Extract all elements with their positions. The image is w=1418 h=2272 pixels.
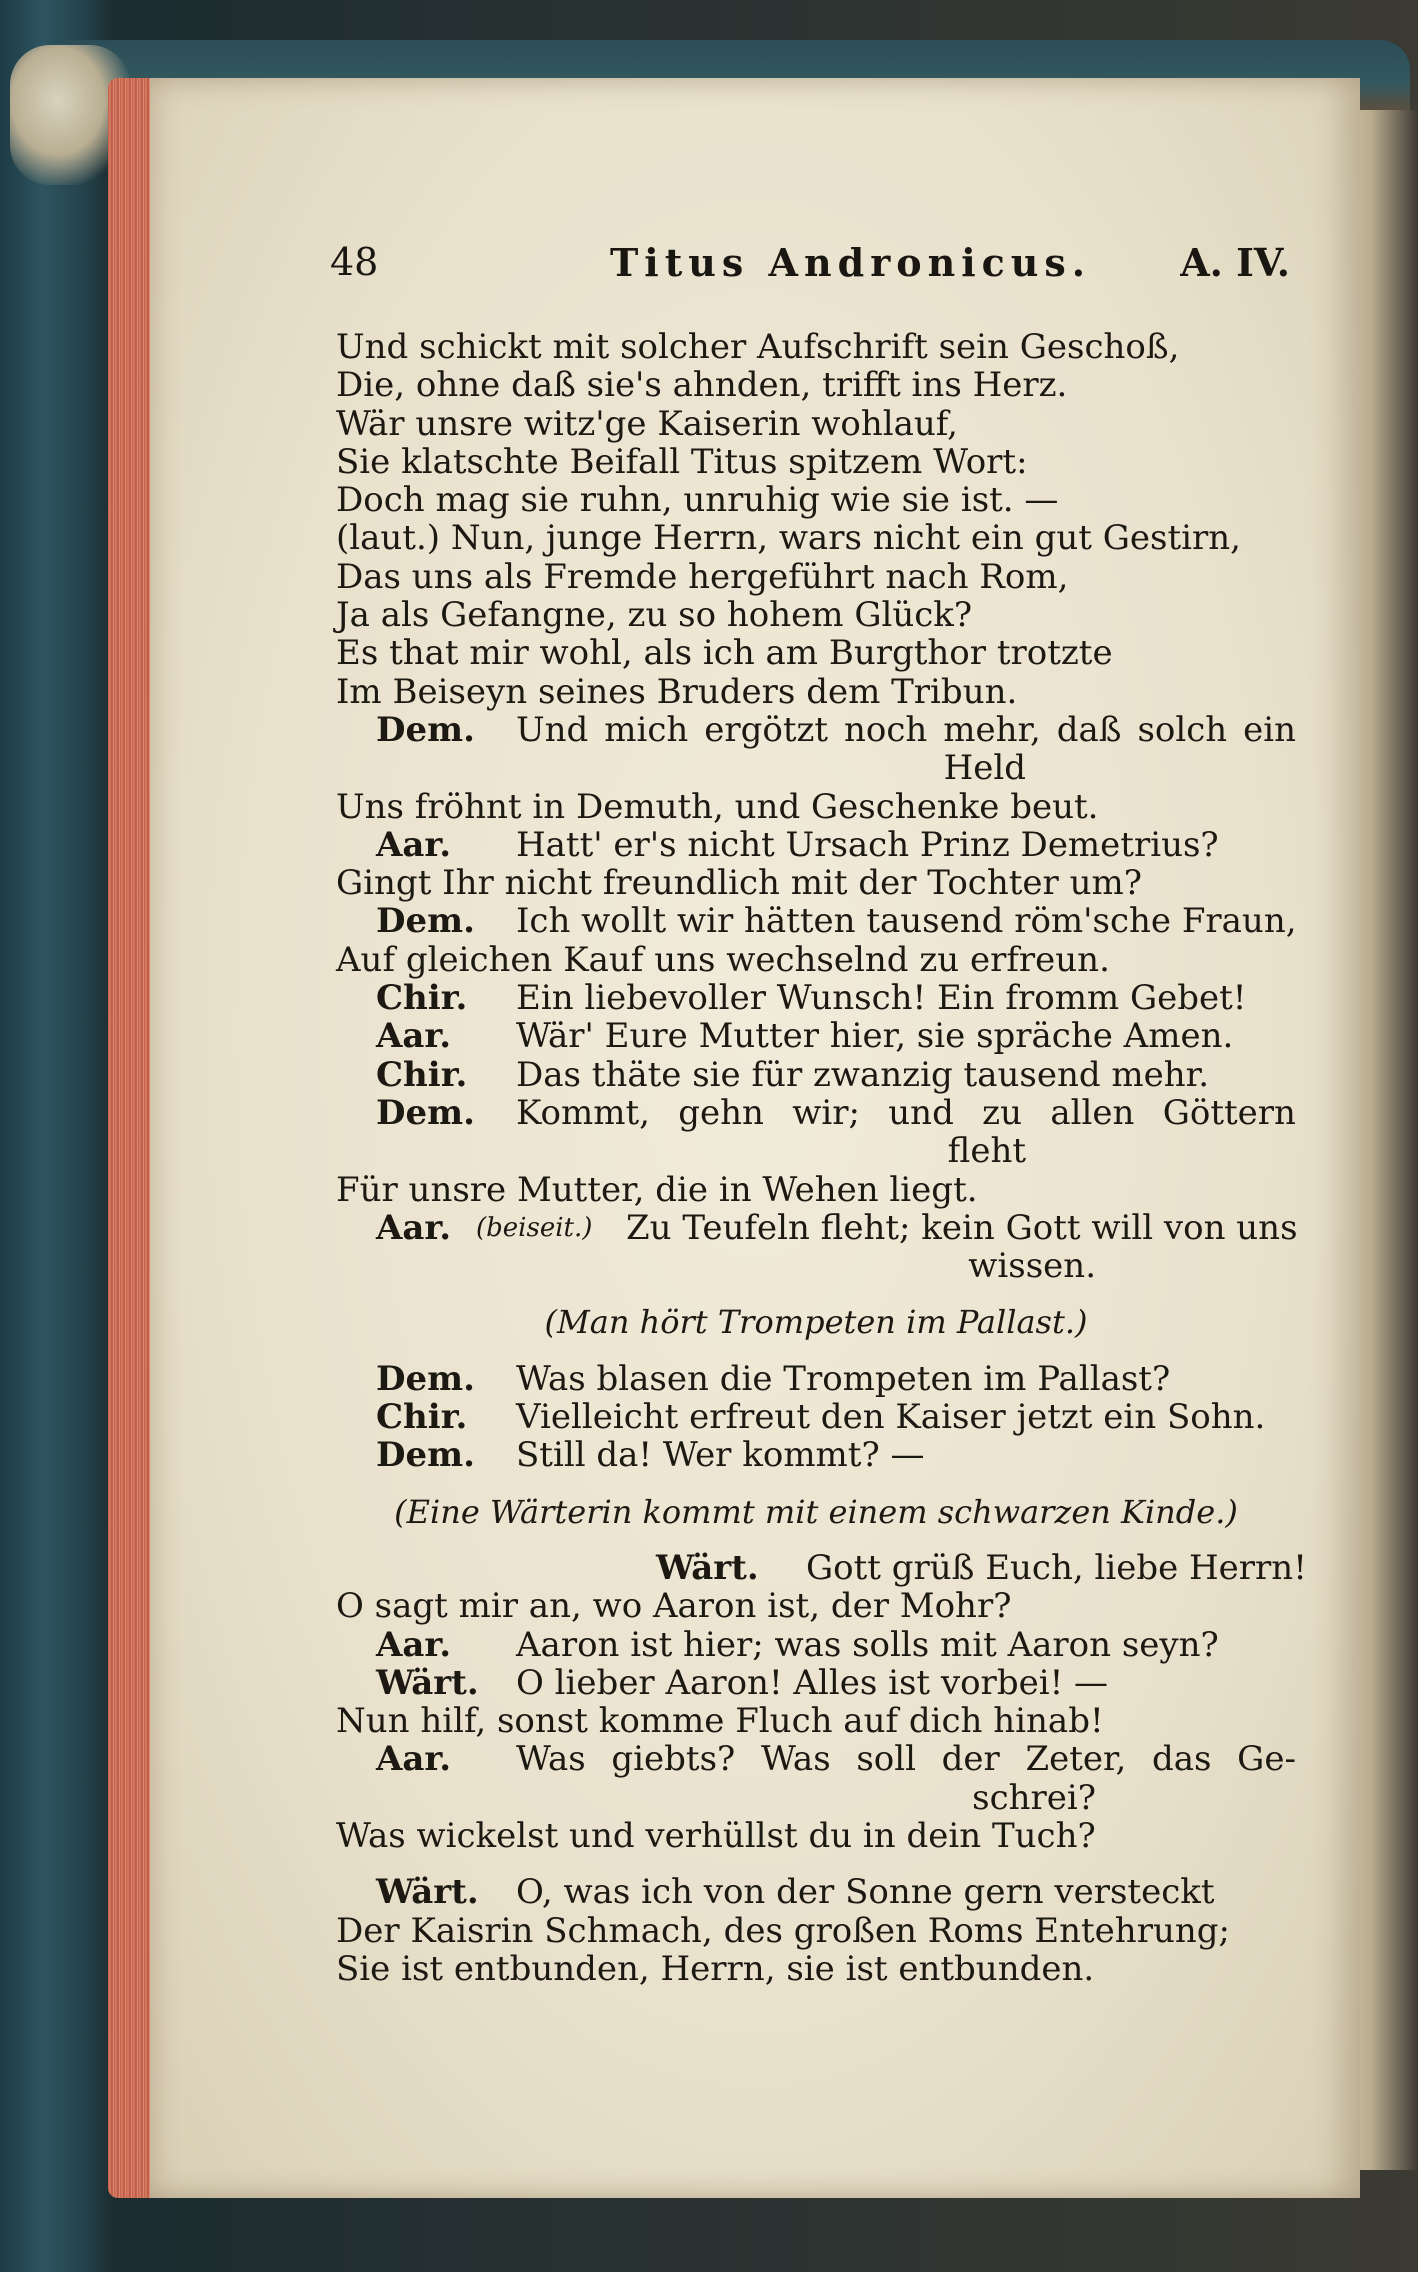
speech-text: Ein liebevoller Wunsch! Ein fromm Gebet! [516,978,1247,1019]
speech-text: Still da! Wer kommt? — [516,1435,925,1476]
word: das [1152,1739,1212,1780]
speaker-name: Dem. [376,1092,475,1133]
spacer [336,1285,1296,1303]
verse-line: Es that mir wohl, als ich am Burgthor trotzte [336,633,1113,674]
verse-line: Und schickt mit solcher Aufschrift sein Geschoß, [336,327,1180,367]
speaker-name: Wärt. [376,1662,479,1703]
word: allen [1050,1092,1135,1133]
spacer [336,1342,1296,1360]
page-header [330,240,1290,300]
spacer [336,1475,1296,1493]
dialogue-line [336,826,1296,864]
word: Was [760,1739,831,1780]
verse-line: Auf gleichen Kauf uns wechselnd zu erfreun. [336,939,1110,980]
speaker-name: Chir. [376,1397,468,1438]
spacer [336,1531,1296,1549]
dialogue-line [336,1740,1296,1778]
speech-text: Wär' Eure Mutter hier, sie spräche Amen. [516,1016,1234,1057]
justified-text [516,1094,1296,1132]
continuation: Held [943,748,1026,789]
page-number: 48 [330,240,379,284]
word: solch [1137,709,1228,750]
dialogue-line [336,902,1296,940]
speaker-name: Dem. [376,1435,475,1476]
continuation: wissen. [968,1246,1096,1287]
speaker-name: Dem. [376,709,475,750]
verse-line: Der Kaisrin Schmach, des großen Roms Entehrung; [336,1910,1230,1951]
speaker-name: Chir. [376,978,468,1019]
dialogue-line [336,1056,1296,1094]
word: soll [856,1739,916,1780]
justified-text [516,711,1296,749]
verse-line: (laut.) Nun, junge Herrn, wars nicht ein gut Gestirn, [336,518,1241,559]
speech-text: Zu Teufeln fleht; kein Gott will von uns [626,1207,1298,1248]
dialogue-line [336,979,1296,1017]
word: der [941,1739,1000,1780]
dialogue-line [336,1094,1296,1132]
dialogue-line [336,1360,1296,1398]
verse-line: Nun hilf, sonst komme Fluch auf dich hinab! [336,1701,1104,1742]
word: Kommt, [516,1092,650,1133]
stage-aside: (beiseit.) [476,1212,593,1243]
speech-text: Ich wollt wir hätten tausend röm'sche Fraun, [516,901,1297,942]
speaker-name: Wärt. [376,1872,479,1913]
speaker-name: Aar. [376,1739,452,1780]
stage-direction: (Man hört Trompeten im Pallast.) [544,1303,1088,1342]
word: daß [1056,709,1122,750]
word: noch [844,709,928,750]
verse-line: Ja als Gefangne, zu so hohem Glück? [336,595,973,636]
speech-text: Was blasen die Trompeten im Pallast? [516,1358,1171,1399]
speaker-name: Aar. [376,1207,452,1248]
dialogue-line [336,711,1296,749]
play-text [336,327,1307,1989]
speaker-name: Dem. [376,1358,475,1399]
speaker-name: Aar. [376,1624,452,1665]
running-title: Titus Andronicus. [610,240,1092,285]
speech-text: Vielleicht erfreut den Kaiser jetzt ein Sohn. [516,1397,1266,1438]
verse-line: Doch mag sie ruhn, unruhig wie sie ist. — [336,480,1059,521]
dialogue-line [336,1017,1296,1055]
dialogue-line [336,1209,1296,1247]
stage-direction: (Eine Wärterin kommt mit einem schwarzen Kinde.) [394,1492,1238,1531]
dialogue-line [336,1626,1296,1664]
word: und [888,1092,954,1133]
act-marker: A. IV. [1180,240,1290,285]
word: Ge- [1237,1739,1296,1780]
speaker-name: Chir. [376,1054,468,1095]
verse-line: Sie klatschte Beifall Titus spitzem Wort: [336,441,1028,482]
word: wir; [792,1092,860,1133]
justified-text [516,1740,1296,1778]
word: zu [982,1092,1022,1133]
dialogue-line [336,1398,1296,1436]
dialogue-line [336,1873,1296,1911]
speech-text: Aaron ist hier; was solls mit Aaron seyn? [516,1624,1219,1665]
speech-text: Gott grüß Euch, liebe Herrn! [806,1547,1307,1588]
verse-line: Uns fröhnt in Demuth, und Geschenke beut. [336,786,1099,827]
verse-line: Was wickelst und verhüllst du in dein Tuch? [336,1815,1096,1856]
verse-line: Gingt Ihr nicht freundlich mit der Tochter um? [336,863,1142,904]
dialogue-line [336,1664,1296,1702]
word: Und [516,709,589,750]
word: Göttern [1162,1092,1296,1133]
word: Zeter, [1025,1739,1127,1780]
verse-line: Sie ist entbunden, Herrn, sie ist entbunden. [336,1948,1095,1989]
verse-line: O sagt mir an, wo Aaron ist, der Mohr? [336,1586,1012,1627]
verse-line: Im Beiseyn seines Bruders dem Tribun. [336,671,1018,712]
speech-text: O lieber Aaron! Alles ist vorbei! — [516,1662,1109,1703]
word: ergötzt [704,709,829,750]
verse-line: Für unsre Mutter, die in Wehen liegt. [336,1169,978,1210]
word: gehn [678,1092,764,1133]
verse-line: Das uns als Fremde hergeführt nach Rom, [336,556,1069,597]
spacer [336,1855,1296,1873]
word: mich [604,709,689,750]
continuation: schrei? [972,1777,1096,1818]
speech-text: Das thäte sie für zwanzig tausend mehr. [516,1054,1209,1095]
word: mehr, [943,709,1041,750]
speaker-name: Wärt. [656,1547,759,1588]
dialogue-line [336,1436,1296,1474]
word: giebts? [611,1739,736,1780]
speaker-name: Dem. [376,901,475,942]
speech-text: Hatt' er's nicht Ursach Prinz Demetrius? [516,824,1219,865]
word: Was [516,1739,586,1780]
dialogue-line [336,1547,1307,1588]
verse-line: Die, ohne daß sie's ahnden, trifft ins Herz. [336,365,1068,406]
speaker-name: Aar. [376,1016,452,1057]
continuation: fleht [947,1131,1026,1172]
verse-line: Wär unsre witz'ge Kaiserin wohlauf, [336,403,958,444]
word: ein [1243,709,1296,750]
speech-text: O, was ich von der Sonne gern versteckt [516,1872,1215,1913]
speaker-name: Aar. [376,824,452,865]
